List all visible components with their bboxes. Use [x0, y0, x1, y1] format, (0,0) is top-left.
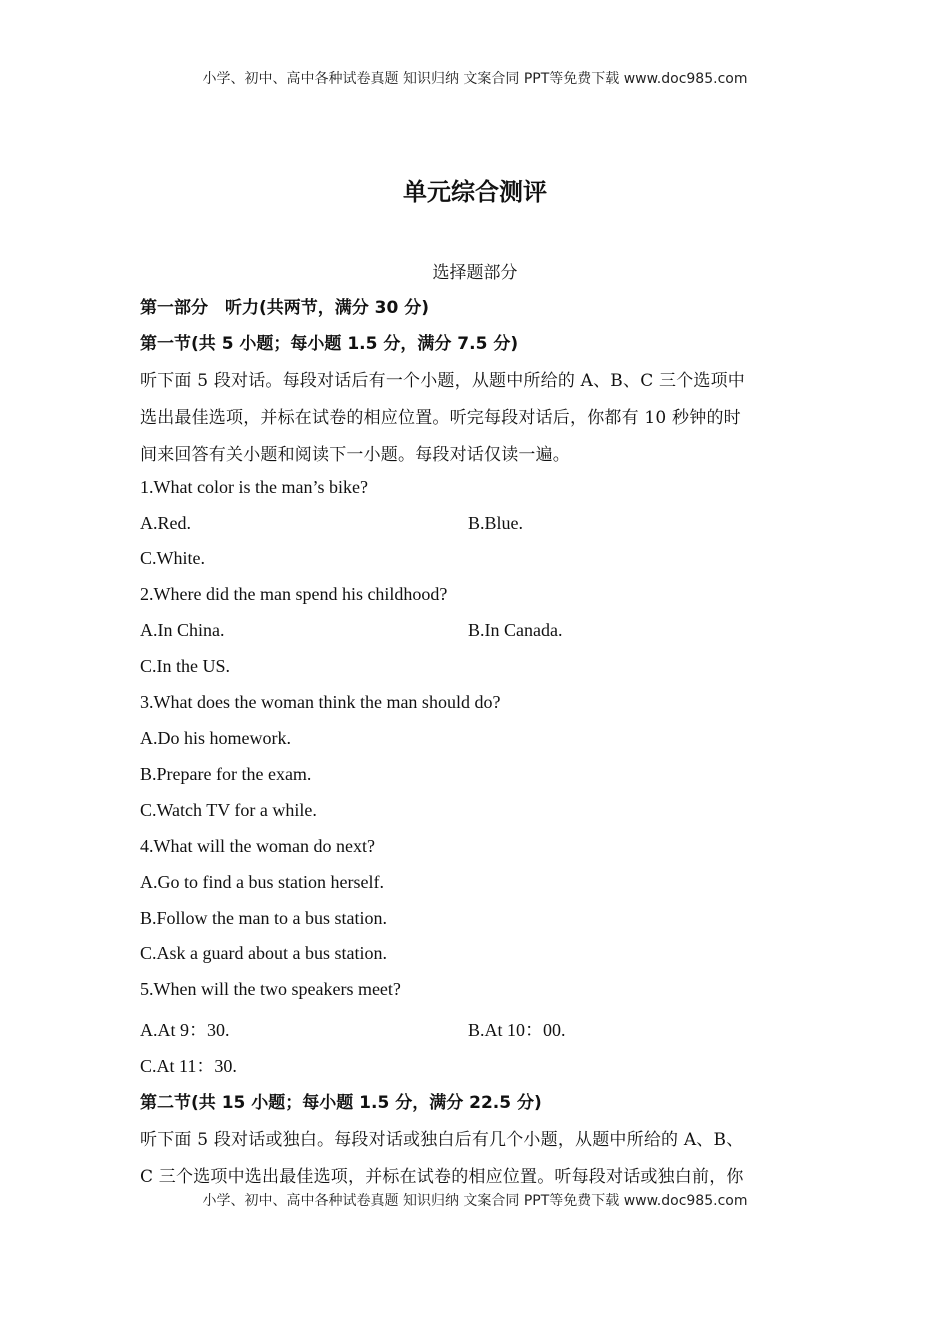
question-3-option-b: B.Prepare for the exam. — [140, 764, 312, 784]
section1-instruction-line: 间来回答有关小题和阅读下一小题。每段对话仅读一遍。 — [140, 445, 570, 465]
section2-heading: 第二节(共 15 小题；每小题 1.5 分，满分 22.5 分) — [140, 1093, 542, 1113]
question-5-option-c: C.At 11：30. — [140, 1056, 237, 1076]
question-1-option-c: C.White. — [140, 548, 205, 568]
question-4: 4.What will the woman do next? — [140, 836, 375, 856]
section2-instruction-line: C 三个选项中选出最佳选项，并标在试卷的相应位置。听每段对话或独白前，你 — [140, 1167, 744, 1187]
question-4-option-b: B.Follow the man to a bus station. — [140, 908, 387, 928]
question-4-option-c: C.Ask a guard about a bus station. — [140, 943, 387, 963]
section1-heading: 第一节(共 5 小题；每小题 1.5 分，满分 7.5 分) — [140, 334, 519, 354]
question-2-option-b: B.In Canada. — [468, 620, 563, 640]
section-subtitle: 选择题部分 — [432, 263, 518, 283]
page-header: 小学、初中、高中各种试卷真题 知识归纳 文案合同 PPT等免费下载 www.doc985.com — [202, 71, 748, 87]
section1-instruction-line: 选出最佳选项，并标在试卷的相应位置。听完每段对话后，你都有 10 秒钟的时 — [140, 408, 741, 428]
section2-instruction-line: 听下面 5 段对话或独白。每段对话或独白后有几个小题，从题中所给的 A、B、 — [140, 1130, 744, 1150]
part1-heading: 第一部分 听力(共两节，满分 30 分) — [140, 298, 430, 318]
question-1-option-b: B.Blue. — [468, 513, 524, 533]
question-4-option-a: A.Go to find a bus station herself. — [140, 872, 384, 892]
question-5-option-a: A.At 9：30. — [140, 1020, 230, 1040]
question-3-option-c: C.Watch TV for a while. — [140, 800, 317, 820]
question-2-option-a: A.In China. — [140, 620, 225, 640]
question-2: 2.Where did the man spend his childhood? — [140, 584, 448, 604]
page-footer: 小学、初中、高中各种试卷真题 知识归纳 文案合同 PPT等免费下载 www.doc985.com — [202, 1193, 748, 1209]
question-3-option-a: A.Do his homework. — [140, 728, 291, 748]
section1-instruction-line: 听下面 5 段对话。每段对话后有一个小题，从题中所给的 A、B、C 三个选项中 — [140, 371, 746, 391]
question-2-option-c: C.In the US. — [140, 656, 230, 676]
question-5: 5.When will the two speakers meet? — [140, 979, 401, 999]
question-3: 3.What does the woman think the man should do? — [140, 692, 501, 712]
question-1: 1.What color is the man’s bike? — [140, 477, 368, 497]
question-5-option-b: B.At 10：00. — [468, 1020, 566, 1040]
page-title: 单元综合测评 — [403, 178, 547, 206]
question-1-option-a: A.Red. — [140, 513, 191, 533]
